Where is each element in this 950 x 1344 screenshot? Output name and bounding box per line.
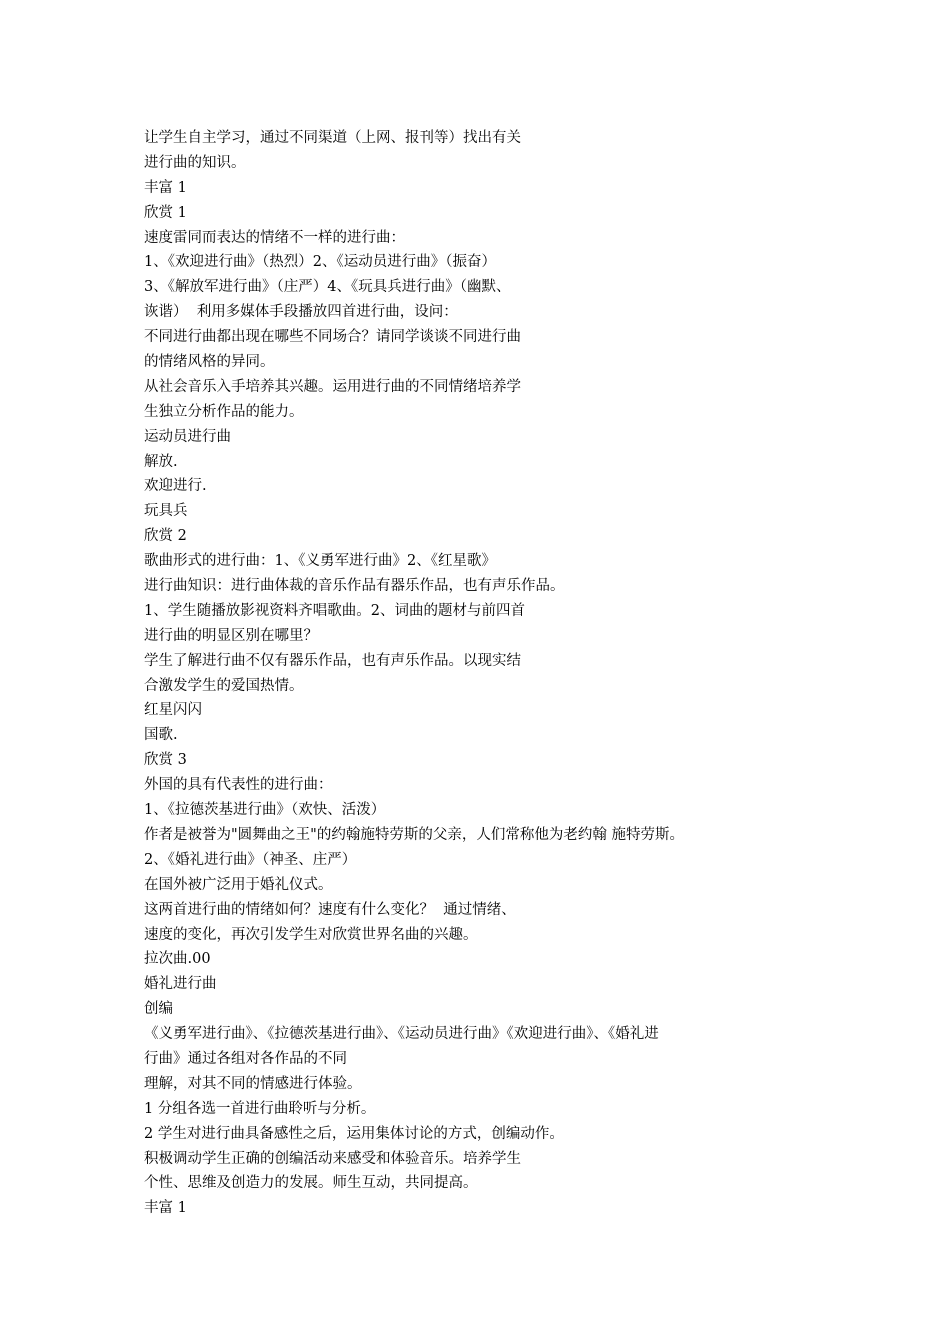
text-line: 玩具兵 <box>144 503 188 520</box>
text-line: 积极调动学生正确的创编活动来感受和体验音乐。培养学生 <box>144 1150 521 1167</box>
text-line: 1、学生随播放影视资料齐唱歌曲。2、词曲的题材与前四首 <box>144 602 525 619</box>
text-line: 3、《解放军进行曲》（庄严）4、《玩具兵进行曲》（幽默、 <box>144 279 511 296</box>
section-label: 欣赏 1 <box>144 204 187 221</box>
text-line: 红星闪闪 <box>144 702 202 719</box>
section-label: 欣赏 2 <box>144 528 187 545</box>
text-line: 学生了解进行曲不仅有器乐作品，也有声乐作品。以现实结 <box>144 652 521 669</box>
text-line: 诙谐） 利用多媒体手段播放四首进行曲，设问： <box>144 304 458 321</box>
text-line: 个性、思维及创造力的发展。师生互动，共同提高。 <box>144 1175 478 1192</box>
text-line: 《义勇军进行曲》、《拉德茨基进行曲》、《运动员进行曲》《欢迎进行曲》、《婚礼进 <box>144 1026 659 1043</box>
text-line: 速度的变化，再次引发学生对欣赏世界名曲的兴趣。 <box>144 926 478 943</box>
document-body <box>144 126 824 1221</box>
text-line: 这两首进行曲的情绪如何？速度有什么变化？ 通过情绪、 <box>144 901 516 918</box>
text-line: 进行曲的知识。 <box>144 154 246 171</box>
text-line: 的情绪风格的异同。 <box>144 354 275 371</box>
text-line: 让学生自主学习，通过不同渠道（上网、报刊等）找出有关 <box>144 130 521 146</box>
text-line: 合激发学生的爱国热情。 <box>144 677 304 694</box>
section-label: 创编 <box>144 1001 173 1018</box>
section-label: 丰富 1 <box>144 179 187 196</box>
text-line: 生独立分析作品的能力。 <box>144 403 304 420</box>
text-line: 1 分组各选一首进行曲聆听与分析。 <box>144 1100 376 1117</box>
text-line: 外国的具有代表性的进行曲： <box>144 777 333 794</box>
text-line: 拉次曲.00 <box>144 951 211 968</box>
text-line: 运动员进行曲 <box>144 428 231 445</box>
text-line: 解放. <box>144 453 178 470</box>
text-line: 2 学生对进行曲具备感性之后，运用集体讨论的方式，创编动作。 <box>144 1125 564 1142</box>
text-line: 国歌. <box>144 727 178 744</box>
text-line: 进行曲的明显区别在哪里？ <box>144 627 318 644</box>
text-line: 欢迎进行. <box>144 478 207 495</box>
section-label: 丰富 1 <box>144 1200 187 1217</box>
text-line: 1、《欢迎进行曲》（热烈）2、《运动员进行曲》（振奋） <box>144 254 496 271</box>
text-line: 速度雷同而表达的情绪不一样的进行曲： <box>144 229 405 246</box>
text-line: 作者是被誉为"圆舞曲之王"的约翰施特劳斯的父亲，人们常称他为老约翰 施特劳斯。 <box>144 826 684 843</box>
text-line: 2、《婚礼进行曲》（神圣、庄严） <box>144 851 357 868</box>
section-label: 欣赏 3 <box>144 752 187 769</box>
text-line: 从社会音乐入手培养其兴趣。运用进行曲的不同情绪培养学 <box>144 378 521 395</box>
text-line: 在国外被广泛用于婚礼仪式。 <box>144 876 333 893</box>
text-line: 理解，对其不同的情感进行体验。 <box>144 1075 362 1092</box>
text-line: 行曲》通过各组对各作品的不同 <box>144 1050 347 1067</box>
text-line: 不同进行曲都出现在哪些不同场合？请同学谈谈不同进行曲 <box>144 329 521 346</box>
text-line: 婚礼进行曲 <box>144 976 217 993</box>
text-line: 歌曲形式的进行曲：1、《义勇军进行曲》2、《红星歌》 <box>144 553 496 570</box>
text-line: 进行曲知识：进行曲体裁的音乐作品有器乐作品，也有声乐作品。 <box>144 578 565 595</box>
text-line: 1、《拉德茨基进行曲》（欢快、活泼） <box>144 802 386 819</box>
